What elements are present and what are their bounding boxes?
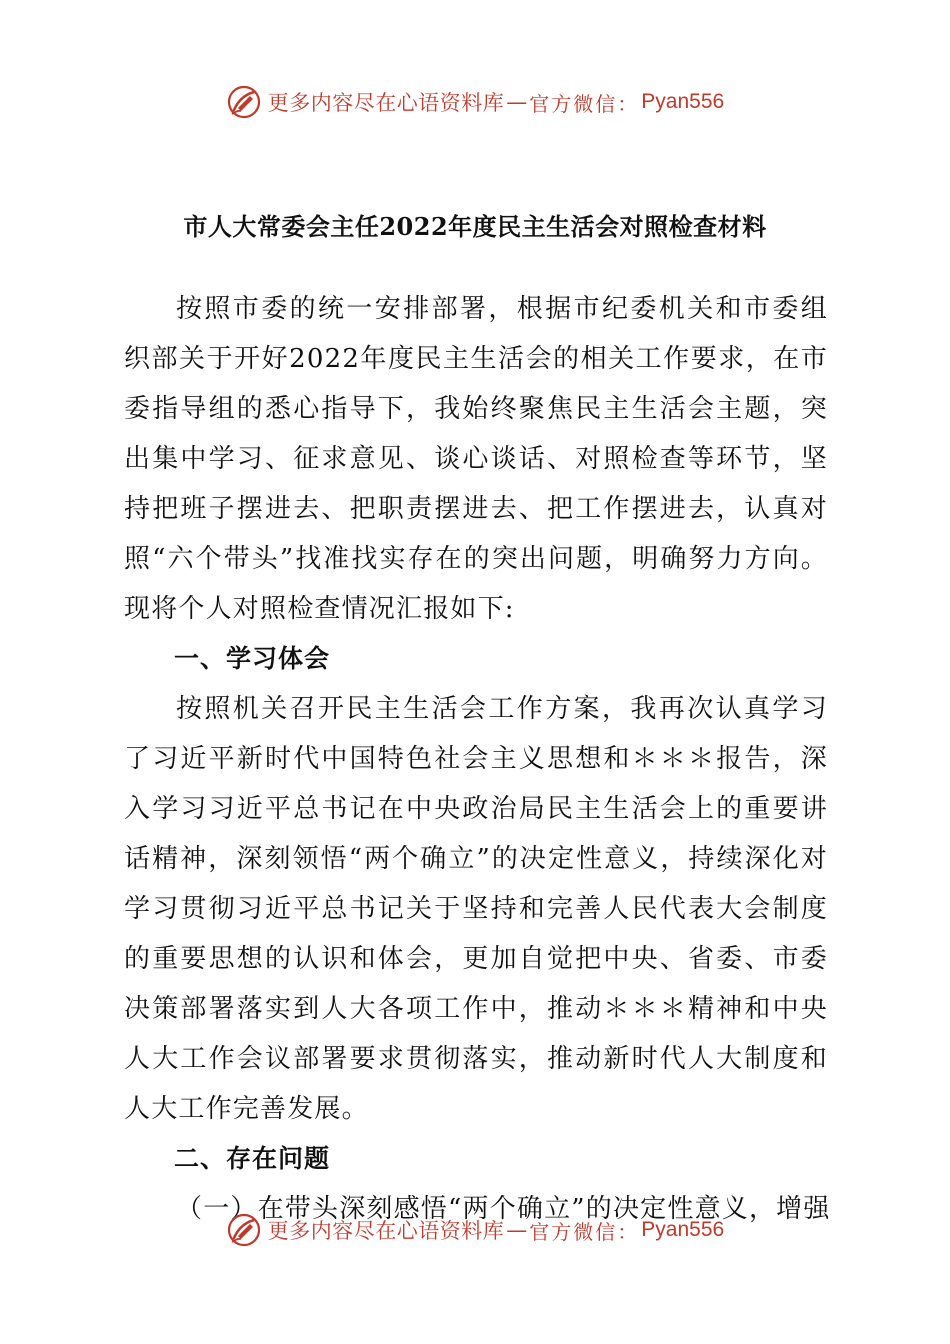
watermark-wechat-id: Pyan556 [641,90,725,113]
pen-logo-icon [226,1212,262,1248]
header-watermark [0,82,950,122]
watermark-text: 更多内容尽在心语资料库 [267,91,505,115]
section-heading-study: 一、学习体会 [174,644,331,673]
pen-logo-icon [226,84,262,120]
watermark-text: 更多内容尽在心语资料库 [267,1219,505,1243]
study-paragraph: 按照机关召开民主生活会工作方案，我再次认真学习了习近平新时代中国特色社会主义思想和＊＊＊报告，深入学习习近平总书记在中央政治局民主生活会上的重要讲话精神，深刻领悟“两个确立”的决定性意义，持续深化对学习贯彻习近平总书记关于坚持和完善人民代表大会制度的重要思想的认识和体会，更加自觉把中央、省委、市委决策部署落实到人大各项工作中，推动＊＊＊精神和中央人大工作会议部署要求贯彻落实，推动新时代人大制度和人大工作完善发展。 [124,694,828,1124]
problem-subheading-1: （一）在带头深刻感悟“两个确立”的决定性意义，增强 [176,1194,831,1224]
document-title: 市人大常委会主任2022年度民主生活会对照检查材料 [183,212,767,241]
section-heading-problems: 二、存在问题 [174,1144,331,1173]
intro-paragraph: 按照市委的统一安排部署，根据市纪委机关和市委组织部关于开好2022年度民主生活会的相关工作要求，在市委指导组的悉心指导下，我始终聚焦民主生活会主题，突出集中学习、征求意见、谈心谈话、对照检查等环节，坚持把班子摆进去、把职责摆进去、把工作摆进去，认真对照“六个带头”找准找实存在的突出问题，明确努力方向。现将个人对照检查情况汇报如下: [124,294,828,624]
watermark-label: 官方微信： [529,91,640,116]
document-body [124,284,831,1234]
watermark-separator: — [506,90,528,114]
watermark-label: 官方微信： [529,1219,640,1244]
watermark-wechat-id: Pyan556 [641,1218,725,1241]
footer-watermark [0,1210,950,1250]
watermark-separator: — [506,1218,528,1242]
